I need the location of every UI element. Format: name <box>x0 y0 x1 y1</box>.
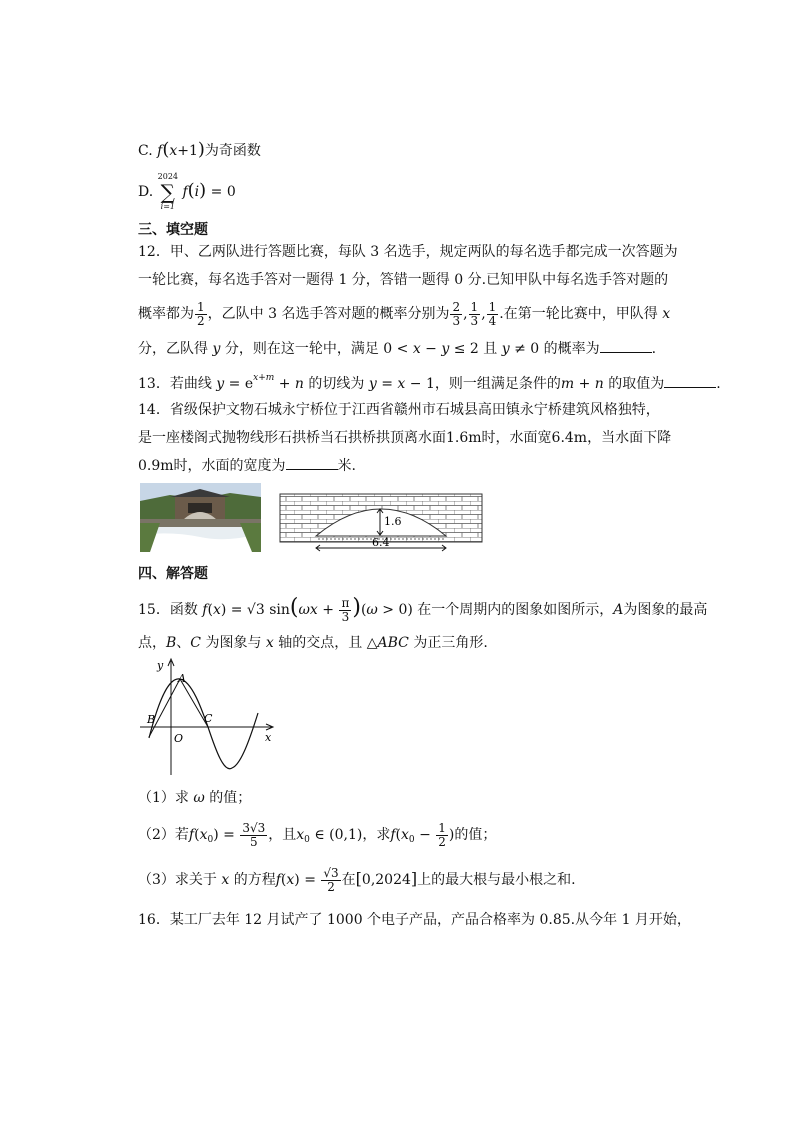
q12-line4: 分，乙队得 y 分，则在这一轮中，满足 0 < x − y ≤ 2 且 y ≠ 0 的概率为 . <box>138 338 656 359</box>
sine-graph <box>140 655 280 780</box>
option-c-formula: f <box>157 143 163 159</box>
bridge-diagram <box>278 492 484 556</box>
q15-part3: （3）求关于 x 的方程f(x) = $\frac{√3}{2}$ 在[0,2024]上的最大根与最小根之和. <box>138 865 576 894</box>
point-a-label: A <box>178 672 186 685</box>
q14-line1: 14．省级保护文物石城永宁桥位于江西省赣州市石城县高田镇永宁桥建筑风格独特， <box>138 402 660 418</box>
option-c-label: C. <box>138 143 153 159</box>
triangle-side-ab <box>149 679 180 737</box>
origin-label: O <box>174 732 184 745</box>
section-3-title: 三、填空题 <box>138 222 208 238</box>
y-axis-label: y <box>157 659 164 672</box>
bridge-photo-image <box>140 483 261 552</box>
option-d: D. 2024 ∑ i=1 f(i) = 0 <box>138 172 236 211</box>
option-c: C. f(x+1)为奇函数 <box>138 139 261 160</box>
section-4-title: 四、解答题 <box>138 566 208 582</box>
q12-line3: 概率都为 $\frac{1}{2}$ ，乙队中 3 名选手答对题的概率分别为 $\frac{2}{3}$ , $\frac{1}{3}$ , $\frac{1}{4}$ .在第一轮比赛中，甲队得 x <box>138 299 671 328</box>
point-c-label: C <box>204 712 213 725</box>
answer-blank[interactable] <box>600 338 652 353</box>
x-axis-label: x <box>265 731 272 744</box>
bridge-photo <box>140 483 261 552</box>
q15-part1: （1）求 ω 的值； <box>138 790 252 806</box>
q12-line2: 一轮比赛，每名选手答对一题得 1 分，答错一题得 0 分.已知甲队中每名选手答对题的 <box>138 272 669 288</box>
q14-line3: 0.9m时，水面的宽度为 米. <box>138 455 356 476</box>
fraction: $\frac{1}{2}$ <box>197 299 205 328</box>
q15-line1: 15．函数 f(x) = √3 sin(ωx + $\frac{\pi}{3}$ )(ω > 0) 在一个周期内的图象如图所示，A为图象的最高 <box>138 595 708 624</box>
q14-line2: 是一座楼阁式抛物线形石拱桥当石拱桥拱顶离水面1.6m时，水面宽6.4m，当水面下降 <box>138 430 672 446</box>
point-b-label: B <box>147 713 156 726</box>
q13-line: 13．若曲线 $y = e^{x+m} + n$ 的切线为 y = x − 1，则一组满足条件的m + n 的取值为 . <box>138 373 721 392</box>
q12-line1: 12．甲、乙两队进行答题比赛，每队 3 名选手，规定两队的每名选手都完成一次答题为 <box>138 244 678 260</box>
q16-line1: 16．某工厂去年 12 月试产了 1000 个电子产品，产品合格率为 0.85.从今年 1 月开始， <box>138 912 691 928</box>
height-label: 1.6 <box>384 515 402 528</box>
option-d-tail: = 0 <box>210 184 236 200</box>
option-d-label: D. <box>138 184 154 200</box>
q15-line2: 点，B、C 为图象与 x 轴的交点，且 △ABC 为正三角形. <box>138 635 488 651</box>
q15-part2: （2）若$f(x_0)$ = $\frac{3√3}{5}$ ，且$x_0$ ∈ (0,1)，求$f(x_0$ − $\frac{1}{2}$ )的值； <box>138 820 497 849</box>
answer-blank[interactable] <box>286 455 338 470</box>
answer-blank[interactable] <box>664 373 716 388</box>
option-c-text: 为奇函数 <box>204 143 261 159</box>
width-label: 6.4 <box>372 536 390 549</box>
summation-symbol: 2024 ∑ i=1 <box>157 172 178 211</box>
